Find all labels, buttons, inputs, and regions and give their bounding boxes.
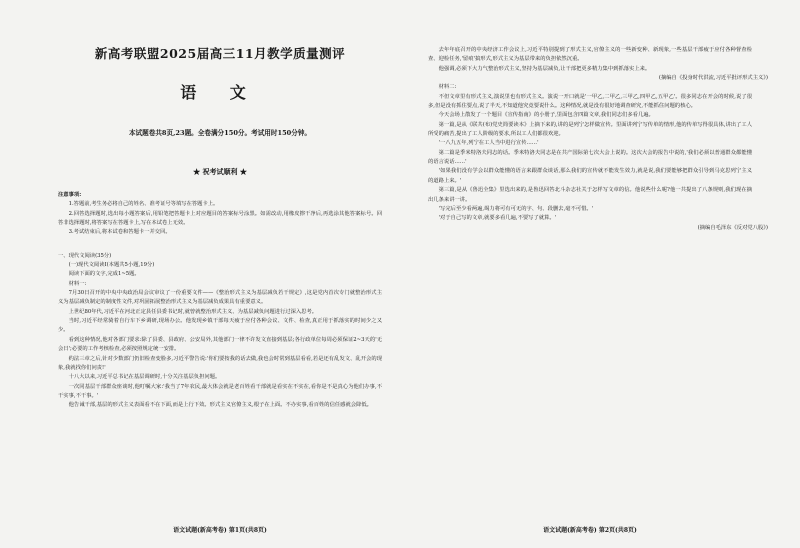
passage-paragraph: 第二篇是季米特洛夫同志的话。季米特洛夫同志是在共产国际第七次大会上说的。这次大会的报告中说的,'我们必须以普通群众都能懂的语言说话……' xyxy=(428,149,752,166)
material-label: 材料二: xyxy=(438,84,457,91)
passage-paragraph: 一次同基层干部群众座谈时,他叮嘱大家:'我当了7年农民,最大体会就是老百姓看干部就是看实在不实在,看你是不是真心为他们办事,不干实事,不干事。' xyxy=(58,383,382,399)
passage-paragraph: '一八九五年,列宁在工人当中进行宣传……' xyxy=(438,140,539,147)
passage-paragraph: 去年年底召开的中央经济工作会议上,习近平特别提到了形式主义,官僚主义的一些新变种、新现象,一些基层干部疲于应付各种督查检查、迎检任务,'留痕'搞形式,形式主义为基层带来的负担依然沉重。 xyxy=(428,47,752,63)
instruction: 阅读下面的文字,完成1~5题。 xyxy=(68,271,140,278)
note-item: 1.答题前,考生务必将自己的姓名、准考证号等填写在答题卡上。 xyxy=(68,201,219,208)
source-citation: (摘编自《投身时代洪流,习近平批评形式主义》) xyxy=(658,75,768,82)
passage-paragraph: 上世纪80年代,习近平在河北正定县任县委书记时,就曾就整治形式主义、为基层减负问题进行过深入思考。 xyxy=(68,308,318,315)
note-item: 2.回答选择题时,选出每小题答案后,用铅笔把答题卡上对应题目的答案标号涂黑。如需改动,用橡皮擦干净后,再选涂其他答案标号。回答非选择题时,将答案写在答题卡上,写在本试卷上无效。 xyxy=(58,210,382,227)
passage-paragraph: 不但文章里有形式主义,演说里也有形式主义。演说一开口就是'一甲乙,二甲乙,三甲乙,四甲乙,五甲乙'。很多同志在开会的时候,说了很多,但是没有抓住要点,说了半天,不知道他究竟要说什么。这种情况,就是没有很好地调查研究,不能抓住问题的核心。 xyxy=(428,93,752,110)
passage-paragraph: 他告诫干部,基层的形式主义表面看不在下面,而是上行下效。形式主义官僚主义,根子在上面。不办实事,看百姓的信任感就会降低。 xyxy=(68,402,372,409)
material-label: 材料一: xyxy=(68,280,87,287)
passage-paragraph: 第三篇,是从《鲁迅全集》里选出来的,是鲁迅回答北斗杂志社关于怎样写文章的信。他说些什么呢?他一共提出了八条规则,我们现在摘出几条来讲一讲。 xyxy=(428,187,752,203)
passage-paragraph: 第一篇,是从《联共(布)党史简要读本》上摘下来的,讲的是列宁怎样做宣传。里面讲列宁写传单的情形,他的传单写得很具体,讲出了工人所受的痛苦,提出了工人阶级的要求,所以工人们都很欢迎。 xyxy=(428,121,752,138)
passage-paragraph: 约法三章之后,针对少数部门仍旧检查变脸多,习近平警告说:'你们要按我的话去做,我也会时常到基层看看,若是还有乱发文、乱开会的现象,我就找你们问责!' xyxy=(58,355,382,371)
section-heading: 一、现代文阅读(35分) xyxy=(58,252,112,259)
passage-paragraph: '写完后至少看两遍,竭力将可有可无的字、句、段删去,毫不可惜。' xyxy=(438,205,594,212)
exam-note: 本试题卷共8页,23题。全卷满分150分。考试用时150分钟。 xyxy=(128,129,312,137)
page-footer: 语文试题(新高考卷) 第2页(共8页) xyxy=(543,527,637,534)
notes-title: 注意事项: xyxy=(58,192,82,198)
source-citation: (摘编自毛泽东《反对党八股》) xyxy=(697,224,768,231)
page-left xyxy=(50,0,390,548)
passage-paragraph: 看到这种情况,他对各部门要求:除了县委、县政府、公安局外,其他部门一律不许发文直接到基层;各行政单位每周必须保证2~3天的'无会日';必要的工作考核检查,必须按照规定统一安排。 xyxy=(58,336,382,353)
passage-paragraph: 他强调,必须下大力气整治形式主义,坚持为基层减负,让干部把更多精力集中到抓落实上来。 xyxy=(438,65,651,72)
passage-paragraph: 当时,习近平经常骑着自行车下乡调研,现场办公。他发现乡镇干部每天疲于应付各种会议、文件、检查,真正用于抓落实的时间少之又少。 xyxy=(58,318,382,334)
exam-header-title: 新高考联盟2025届高三11月教学质量测评 xyxy=(94,46,346,61)
passage-paragraph: 十八大以来,习近平总书记在基层调研时,十分关注基层负担问题。 xyxy=(68,374,221,381)
passage-paragraph: 今天会场上散发了一个题目《宣传指南》的小册子,里面包含四篇文章,我们同志们多看几遍。 xyxy=(438,112,654,119)
note-item: 3.考试结束后,将本试卷和答题卡一并交回。 xyxy=(68,229,171,236)
passage-paragraph: '如果我们没有学会以群众能懂的语言来跟群众谈话,那么我们的宣传就不能发生效力,就是说,我们要能够把群众引导到马克思列宁主义的道路上来。' xyxy=(428,168,752,184)
passage-paragraph: '对于自己写的文章,就要多看几遍,不要写了就算。' xyxy=(438,215,557,222)
subject-title: 语 文 xyxy=(180,83,260,102)
page-right xyxy=(420,0,768,548)
page-footer: 语文试题(新高考卷) 第1页(共8页) xyxy=(173,527,267,534)
good-luck-banner: ★ 祝考试顺利 ★ xyxy=(193,167,247,176)
passage-paragraph: 7月30日召开的中央中央政治局会议审议了一份重要文件——《整治形式主义为基层减负若干规定》,这是党内首次专门就整治形式主义为基层减负制定的制度性文件,对巩固拓展整治形式主义为基层减负成果具有重要意义。 xyxy=(58,290,382,306)
subsection-heading: (一)现代文阅读Ⅰ(本题共5小题,19分) xyxy=(68,262,155,269)
